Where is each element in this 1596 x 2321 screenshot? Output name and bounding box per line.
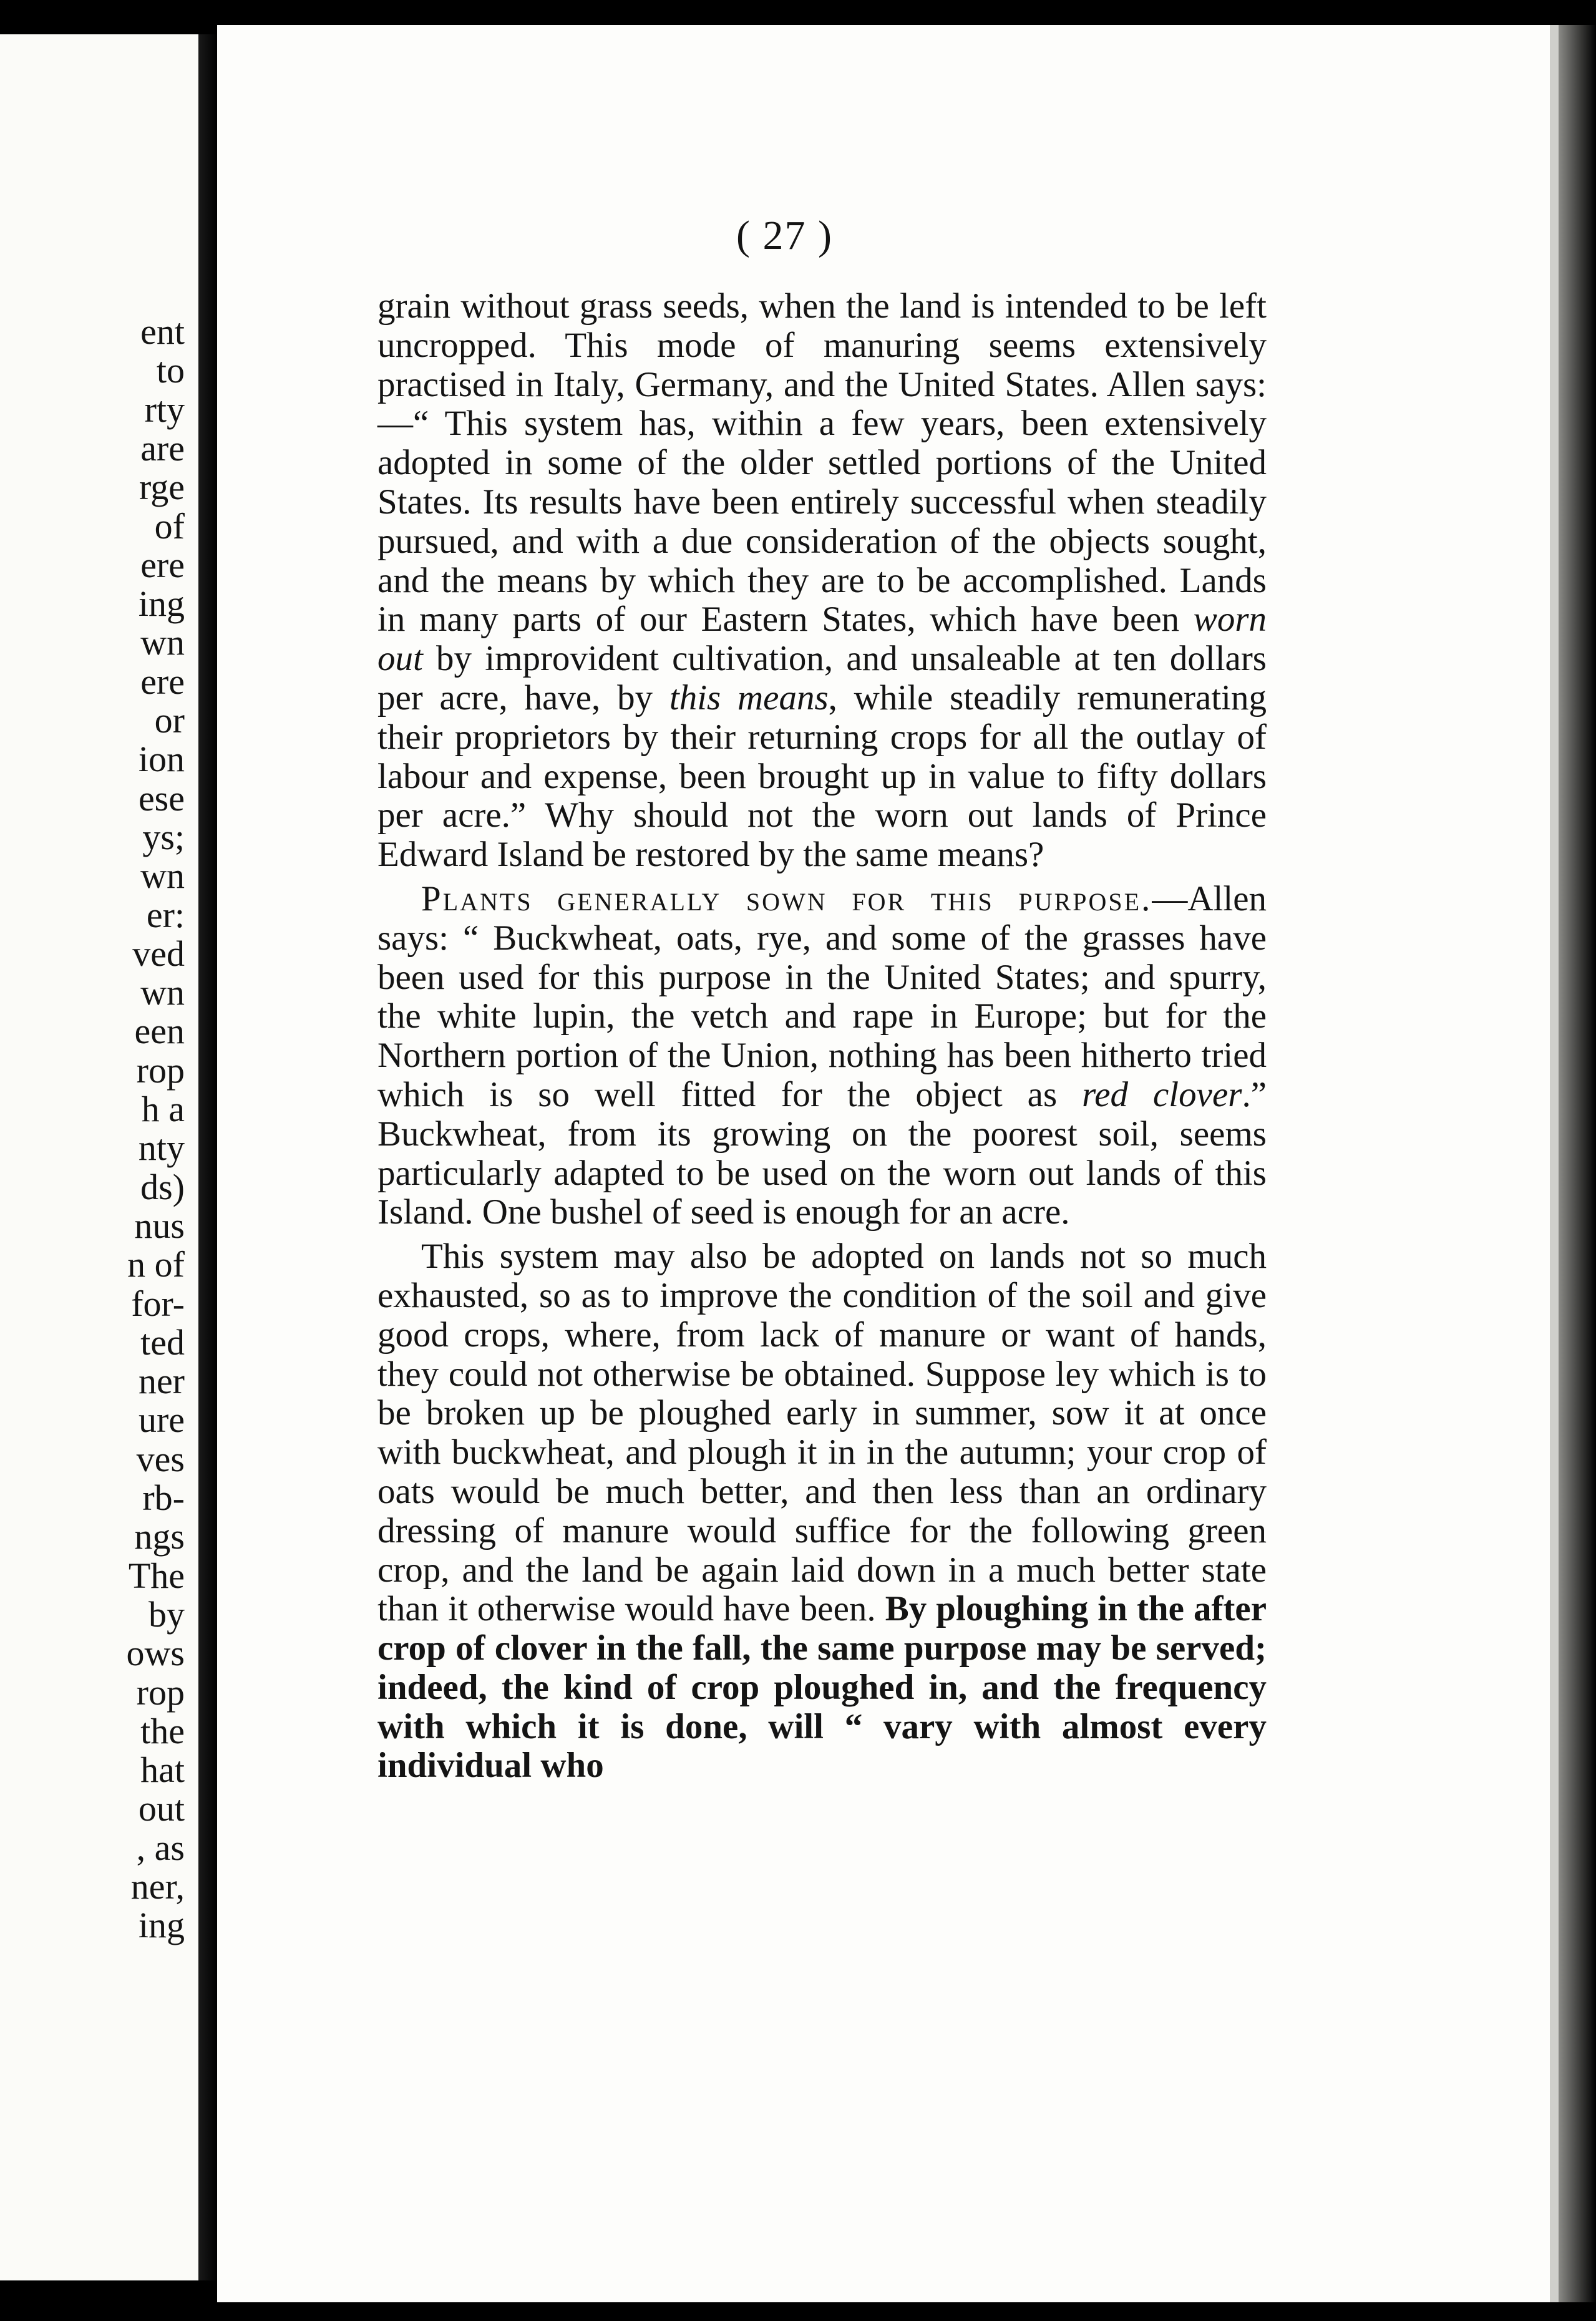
left-page-fragment: ner (138, 1361, 185, 1402)
left-page-fragment: ere (140, 544, 185, 585)
left-page-fragment: rop (136, 1671, 185, 1713)
left-page-fragment: ere (140, 661, 185, 702)
left-page-fragment: een (134, 1011, 185, 1052)
left-page-fragment: rb- (142, 1477, 185, 1518)
left-page-fragment: h a (141, 1089, 185, 1129)
paragraph (377, 1237, 1267, 1786)
left-page-fragment: er: (146, 894, 185, 935)
left-page-fragment: by (148, 1594, 185, 1635)
left-page-fragment: ys; (142, 816, 185, 857)
left-page-fragment: out (138, 1788, 185, 1829)
text-run: This system may also be adopted on lands not so much exhausted, so as to improve the condition of the soil and give good crops, where, from lack of manure or want of hands, they could not otherwise be obtained. Suppose ley which is to be broken up be ploughed early in summer, sow it at once with buckwheat, and plough it in in the autumn; your crop of oats would be much better, and then less than an ordinary dressing of manure would suffice for the following green crop, and the land be again laid down in a much better state than it otherwise would have been. (377, 1237, 1267, 1629)
left-page-fragment: wn (140, 855, 185, 897)
left-page-fragment: rty (144, 389, 185, 430)
left-page-fragment: rge (139, 467, 185, 508)
italic-run: this means (669, 678, 829, 718)
text-run: grain without grass seeds, when the land is intended to be left uncropped. This mode of manuring seems extensively practised in Italy, Germany, and the United States. Allen says:—“ This system has, within a few years, been extensively adopted in some of the older settled portions of the United States. Its results have been entirely successful when steadily pursued, and with a due consideration of the objects sought, and the means by which they are to be accomplished. Lands in many parts of our Eastern States, which have been (377, 286, 1267, 640)
left-page-fragment: wn (140, 972, 185, 1013)
text-run: , while steadily remunerating their proprietors by their returning crops for all the outlay of labour and expense, been brought up in value to fifty dollars per acre.” Why should not the worn out lands of Prince Edward Island be restored by the same means? (377, 678, 1267, 875)
left-page-fragment: are (140, 427, 185, 469)
left-page-fragment: ows (126, 1633, 185, 1674)
page-number: ( 27 ) (736, 213, 833, 258)
left-page-fragment: ese (138, 777, 185, 819)
italic-run: red clover (1082, 1074, 1242, 1114)
body-text (377, 287, 1267, 1786)
gutter-shadow (198, 34, 217, 2280)
text-run: .” Buckwheat, from its growing on the poorest soil, seems particularly adapted to be used on the worn out lands of this Island. One bushel of seed is enough for an acre. (377, 1074, 1267, 1232)
left-page-fragment: ure (138, 1399, 185, 1441)
paragraph (377, 880, 1267, 1232)
left-page-fragment: ing (138, 1905, 185, 1946)
left-page-fragment: ves (136, 1438, 185, 1479)
bold-run: By ploughing in the after crop of clover in the fall, the same purpose may be served; indeed, the kind of crop ploughed in, and the frequency with which it is done, will “ vary with almost every individual who (377, 1589, 1267, 1786)
left-page-fragment: wn (140, 622, 185, 663)
left-page-fragment: to (156, 350, 185, 391)
left-page-fragment: ted (140, 1321, 185, 1363)
left-page-fragment: hat (140, 1749, 185, 1791)
left-page-fragment: ion (138, 739, 185, 780)
left-page-fragment: n of (127, 1244, 185, 1285)
right-edge-shadow (1559, 25, 1596, 2302)
left-page-fragment: the (140, 1710, 185, 1751)
left-page-fragment: ds) (140, 1166, 185, 1207)
text-run: by improvident cultivation, and unsaleable at ten dollars per acre, have, by (377, 639, 1267, 718)
left-page-fragment: or (154, 700, 185, 741)
left-page-fragment: rop (136, 1049, 185, 1091)
left-page-fragment: ngs (134, 1516, 185, 1557)
left-page-fragment: for- (131, 1283, 185, 1324)
left-page-fragment: ent (140, 311, 185, 352)
left-page-fragment: nty (138, 1127, 185, 1169)
left-page-fragment: ner, (130, 1866, 185, 1907)
left-page-fragment: , as (136, 1827, 185, 1868)
left-facing-page (0, 34, 198, 2280)
paragraph (377, 287, 1267, 875)
section-heading: Plants generally sown for this purpose. (421, 878, 1152, 918)
left-page-fragment: The (128, 1555, 185, 1596)
left-page-fragment: ing (138, 583, 185, 625)
text-run: —Allen says: “ Buckwheat, oats, rye, and some of the grasses have been used for this purpose in the United States; and spurry, the white lupin, the vetch and rape in Europe; but for the Northern portion of the Union, nothing has been hitherto tried which is so well fitted for the object as (377, 878, 1267, 1114)
left-page-fragment: nus (134, 1205, 185, 1246)
left-page-fragment: ved (132, 933, 185, 974)
italic-run: worn out (377, 600, 1267, 679)
left-page-fragment: of (154, 505, 185, 547)
